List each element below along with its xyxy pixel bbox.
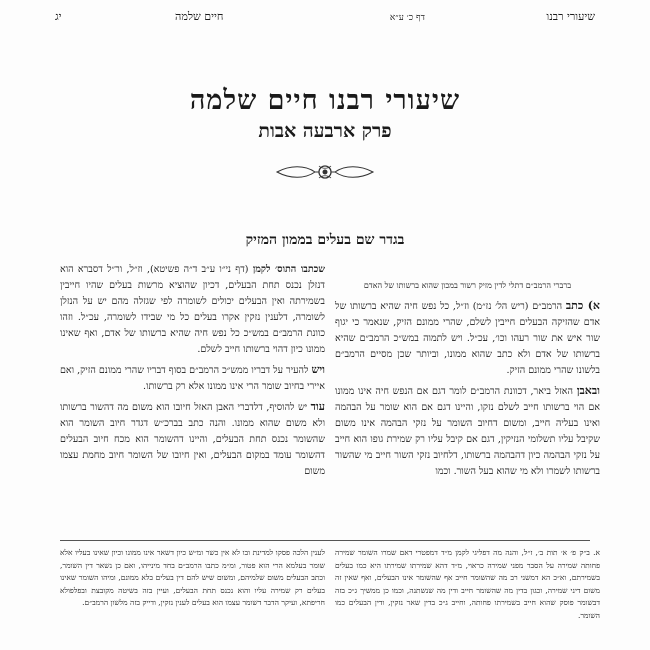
footnote-right: א. ב״ק פ׳ א׳ תות ב׳, ז״ל, והנה מה דפליגי לקמן מ״ד דמפטרי דאם שמרו השומר שמירה פחותה שמירה על הסבר מפני שמירה כראוי, מ״ד דהא שמירתו שמירתו היא כמו בעלים בשמירתם, וא״כ הא דמשני רב מה שהשומר חייב אף שהשומר אינו הבעלים, ואף שאין זה משום דיני שמירה, וכגון בדין מה שהשומר חייב ודין מה שנשתנה, וכמו כן ממשיך ג״כ בזה דבשומר פוסק שהוא חייב בשמירתו פחותה, וחייב ג״כ בדין שאר נזקין, ודין הבעלים כמו השומר. <box>335 548 600 620</box>
paragraph-lead: ובאבן <box>576 384 600 397</box>
ornament-divider-icon <box>275 160 375 184</box>
paragraph-lead: שכתבו התוס׳ לקמן <box>252 264 326 275</box>
paragraph <box>335 383 600 480</box>
paragraph-lead: עוד <box>310 400 325 413</box>
footnote-divider <box>60 540 590 541</box>
right-text-column <box>335 280 600 484</box>
paragraph <box>60 262 325 358</box>
paragraph <box>60 399 325 480</box>
paragraph-text: הרמב״ם (ריש הל׳ נז״מ) וז״ל, כל נפש חיה שהיא ברשותו של אדם שהזיקה הבעלים חייבין לשלם, שהרי ממונם הזיק, שנאמר כי יגוף שור איש את שור רעהו וכו׳, עכ״ל. ויש לתמוה במש״כ הרמב״ם שהיא ברשותו של אדם ולא כתב שהוא ממונו, וביותר שכן מסיים הרמב״ם בלשונו שהרי ממונם הזיק. <box>335 301 600 376</box>
left-text-column <box>60 262 325 484</box>
page-title: שיעורי רבנו חיים שלמה <box>189 85 461 116</box>
chapter-subtitle: פרק ארבעה אבות <box>258 120 392 142</box>
paragraph <box>335 298 600 379</box>
paragraph-text: יש להוסיף, דלדברי האבן האזל חיובו הוא משום מה דהשור ברשותו ולא משום שהוא ממונו. והנה כתב בברכ״ש דגדר חיוב השומר הוא שהשומר נכנס תחת הבעלים, והיינו דהשומר הוא מכח חיוב הבעלים דהשומר עומד במקום הבעלים, ואין חיובו של השומר חיוב מחמת עצמו משום <box>60 402 325 477</box>
running-head-folio: דף כ׳ ע״א <box>389 13 425 23</box>
paragraph-text: להעיר על דבריו ממש״כ הרמב״ם בסוף דבריו שהרי ממונם הזיק, ואם איירי בחיוב שומר הרי אינו ממונו אלא רק ברשותו. <box>60 365 325 392</box>
section-heading: בגדר שם בעלים בממון המזיק <box>245 232 405 248</box>
page-number: יג <box>55 10 62 23</box>
margin-summary: ברברי הרמב״ם דתלי לדין מזיק רשור במכון שהוא ברשותו של האדם <box>363 281 572 290</box>
running-head-book-title: שיעורי רבנו <box>546 10 595 23</box>
running-head <box>55 10 605 28</box>
paragraph <box>60 362 325 395</box>
paragraph-text: (דף ני״ו ע״ב ד״ה פשיטא), וז״ל, ור״ל דסברא הוא דנזלן נכנס תחת הבעלים, דכיון שהוציא מרשות בעלים שהיו חייבין בשמירתה ואין הבעלים יכולים לשומרה לפי שגזלה מהם יש על הנזלן לשומרה, דלענין נזקין אקרו בעלים כל מי שבידו לשומרה, עכ״ל. וזהו כוונת הרמב״ם במש״כ כל נפש חיה שהיא ברשותו של אדם, ואף שאינו ממונו כיון דהוי ברשותו חייב לשלם. <box>60 264 325 355</box>
paragraph-text: האזל ביאר, דכוונת הרמב״ם לומר דגם אם הנפש חיה אינו ממונו אם הוי ברשותו חייב לשלם נזקו, והיינו דגם אם הוא שומר על הבהמה ואינו בעליה חייב, ומשום דחיוב השומר על נזקי הבהמה אינו משום שקיבל עליו תשלומי הנזיקין, דגם אם קיבל עליו רק שמירת גופו הוא חייב על נזקי הבהמה כיון דהבהמה ברשותו, דלחיוב נזקי השור חייב מי שהשור ברשותו לשמרו ולא מי שהוא בעל השור. וכמו <box>335 386 600 477</box>
running-head-series: חיים שלמה <box>175 10 224 23</box>
paragraph-lead: ויש <box>311 363 325 376</box>
footnote-left: לענין הלכה פסקו למדינת ובו לא אין כשר ומ״ש כיון דשאר אינו ממונו וכיון שאינו בעליו אלא שומר בעלמא הרי הוא פטור, ומ״מ כתבו הרמב״ם בחד מינייהו, ואם כן נשאר דין השומר, וכתב הבעלים משום שלמיהם, ומשום שיש להם דין בעלים בלא ממונם, ומיהו השומר שאינו בעלים רק שמירה עליו והוא נכנס תחת הבעלים, ועיין בזה בשיטה מקובצת ובפלפולא חריפתא, ועיקר הדבר דשומר עצמו הוא בעלים לענין נזקין, ודייק בזה מלשון הרמב״ם. <box>60 548 325 607</box>
paragraph-lead: א) כתב <box>565 299 600 312</box>
